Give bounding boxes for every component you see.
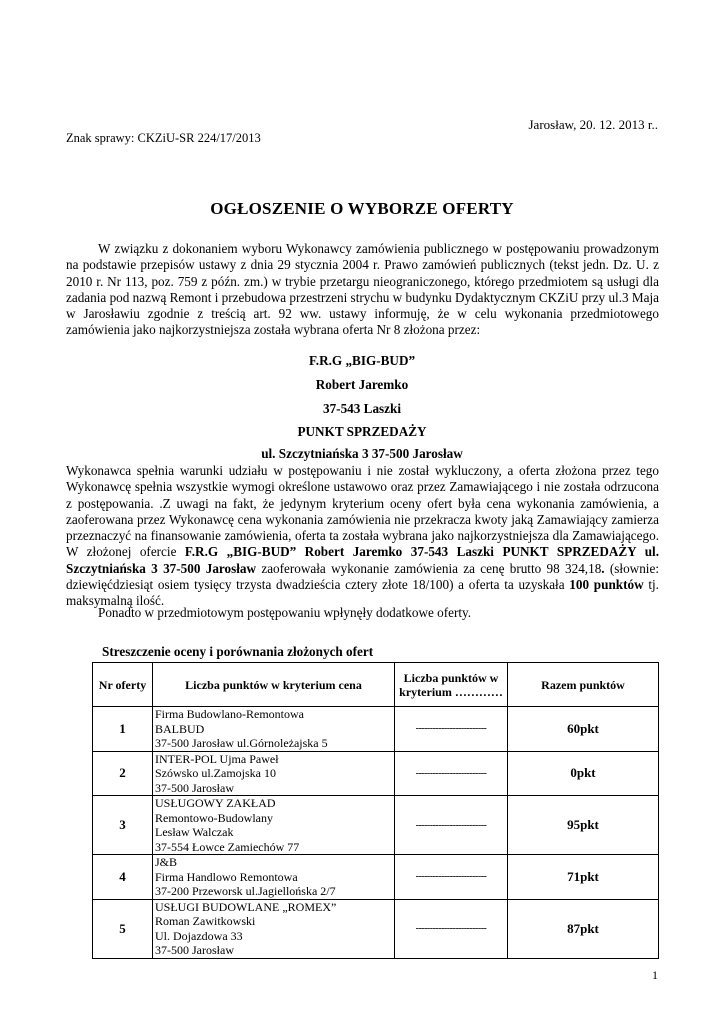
- offer-total-points: 95pkt: [508, 796, 659, 855]
- offer-firm: [153, 855, 395, 900]
- justification-paragraph: [66, 463, 659, 610]
- justification-text-3: (słownie: dziewięćdziesiąt osiem tysięcy trzysta dwadzieścia cztery złote 18/100) a oferta ta uzyskała: [66, 560, 659, 593]
- firm-line: Firma Budowlano-Remontowa: [155, 707, 304, 721]
- justification-period: .: [601, 560, 605, 576]
- offer-other-points: -------------------------: [395, 899, 508, 958]
- justification-winner: F.R.G „BIG-BUD” Robert Jaremko 37-543 Laszki PUNKT SPRZEDAŻY ul. Szczytniańska 3 37-500 Jarosław: [66, 544, 659, 576]
- offer-firm: [153, 751, 395, 796]
- firm-line: 37-500 Jarosław ul.Górnoleżajska 5: [155, 736, 328, 750]
- offer-number: 1: [93, 707, 153, 752]
- firm-line: USŁUGOWY ZAKŁAD: [155, 796, 276, 810]
- header-other: Liczba punktów w kryterium …………: [395, 663, 508, 707]
- firm-line: 37-200 Przeworsk ul.Jagiellońska 2/7: [155, 884, 336, 898]
- table-row: [93, 751, 659, 796]
- table-row: [93, 796, 659, 855]
- firm-line: 37-500 Jarosław: [155, 943, 234, 957]
- table-row: [93, 899, 659, 958]
- firm-line: Roman Zawitkowski: [155, 914, 256, 928]
- document-title: OGŁOSZENIE O WYBORZE OFERTY: [210, 199, 514, 218]
- page-number: 1: [652, 968, 658, 982]
- table-row: [93, 855, 659, 900]
- firm-line: Firma Handlowo Remontowa: [155, 869, 298, 884]
- firm-line: INTER-POL Ujma Paweł: [155, 751, 279, 766]
- firm-line: J&B: [155, 855, 178, 869]
- offer-firm: [153, 796, 395, 855]
- case-reference: Znak sprawy: CKZiU-SR 224/17/2013: [66, 131, 261, 145]
- winner-name: F.R.G „BIG-BUD”: [308, 353, 416, 368]
- additional-offers-note: Ponadto w przedmiotowym postępowaniu wpłynęły dodatkowe oferty.: [98, 605, 472, 620]
- table-caption: Streszczenie oceny i porównania złożonych ofert: [102, 644, 374, 659]
- offer-firm: [153, 707, 395, 752]
- firm-line: Lesław Walczak: [155, 825, 234, 839]
- header-total: Razem punktów: [508, 663, 659, 707]
- offer-total-points: 60pkt: [508, 707, 659, 752]
- winner-street: ul. Szczytniańska 3 37-500 Jarosław: [261, 446, 463, 461]
- winner-person: Robert Jaremko: [315, 377, 409, 392]
- offer-other-points: -------------------------: [395, 796, 508, 855]
- document-date: Jarosław, 20. 12. 2013 r..: [528, 117, 658, 132]
- firm-line: BALBUD: [155, 721, 205, 736]
- table-row: [93, 707, 659, 752]
- offer-total-points: 71pkt: [508, 855, 659, 900]
- justification-points: 100 punktów: [569, 577, 644, 593]
- justification-text-1: Wykonawca spełnia warunki udziału w postępowaniu i nie został wykluczony, a oferta złożona przez tego Wykonawcę spełnia wszystkie wymogi określone ustawowo oraz przez Zamawiającego i nie została odrzucona z postępowania. .Z uwagi na fakt, że jedynym kryterium oceny ofert była cena wykonania zamówienia, a zaoferowana przez Wykonawcę cena wykonania zamówienia nie przekracza kwoty jaką Zamawiający zamierza przeznaczyć na finansowanie zamówienia, oferta ta została wybrana jako najkorzystniejsza dla Zamawiającego. W złożonej ofercie: [66, 463, 659, 560]
- offer-other-points: -------------------------: [395, 751, 508, 796]
- firm-line: 37-500 Jarosław: [155, 780, 234, 795]
- offer-number: 4: [93, 855, 153, 900]
- header-nr: Nr oferty: [93, 663, 153, 707]
- firm-line: USŁUGI BUDOWLANE „ROMEX”: [155, 899, 337, 914]
- offer-firm: [153, 899, 395, 958]
- offer-total-points: 0pkt: [508, 751, 659, 796]
- offer-other-points: -------------------------: [395, 707, 508, 752]
- firm-line: Ul. Dojazdowa 33: [155, 928, 243, 943]
- offer-other-points: -------------------------: [395, 855, 508, 900]
- firm-line: Remontowo-Budowlany: [155, 810, 273, 825]
- justification-text-2: zaoferowała wykonanie zamówienia za cenę brutto 98 324,18: [256, 560, 602, 576]
- offers-table: [92, 662, 659, 959]
- justification-text-4: tj. maksymalną ilość.: [66, 577, 659, 609]
- winner-point: PUNKT SPRZEDAŻY: [297, 424, 427, 439]
- offer-total-points: 87pkt: [508, 899, 659, 958]
- firm-line: Szówsko ul.Zamojska 10: [155, 766, 276, 780]
- offer-number: 3: [93, 796, 153, 855]
- intro-paragraph: W związku z dokonaniem wyboru Wykonawcy zamówienia publicznego w postępowaniu prowadzonym na podstawie przepisów ustawy z dnia 29 stycznia 2004 r. Prawo zamówień publicznych (tekst jedn. Dz. U. z 2010 r. Nr 113, poz. 759 z późn. zm.) w trybie przetargu nieograniczonego, którego przedmiotem są usługi dla zadania pod nazwą Remont i przebudowa przestrzeni strychu w budynku Dydaktycznym CKZiU przy ul.3 Maja w Jarosławiu zgodnie z treścią art. 92 ww. ustawy informuję, że w celu wykonania przedmiotowego zamówienia jako najkorzystniejsza została wybrana oferta Nr 8 złożona przez:: [66, 241, 659, 338]
- offer-number: 2: [93, 751, 153, 796]
- header-price: Liczba punktów w kryterium cena: [153, 663, 395, 707]
- offer-number: 5: [93, 899, 153, 958]
- firm-line: 37-554 Łowce Zamiechów 77: [155, 839, 300, 854]
- winner-address: 37-543 Laszki: [322, 401, 402, 416]
